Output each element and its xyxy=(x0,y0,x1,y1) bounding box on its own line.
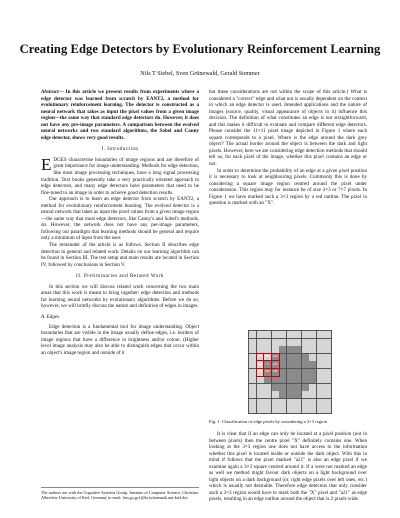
pixel-cell xyxy=(294,331,301,338)
pixel-cell xyxy=(294,406,301,413)
pixel-cell xyxy=(249,346,256,353)
pixel-cell xyxy=(324,376,331,383)
pixel-cell xyxy=(309,331,316,338)
intro-paragraph-1 xyxy=(41,154,199,196)
pixel-cell xyxy=(302,406,309,413)
abstract-body: — In this article we present results from experiments where a edge detector was learned from scratch by EANT2, a method for evolutionary reinforcement learning. The detector is constructed as a neural network that takes as input the pixel values from a given image region—the same way that standard edge detectors do. However, it does not have any pre-image parameters. A comparison between the evolved neural networks and two standard algorithms, the Sobel and Canny edge detector, shows very good results. xyxy=(41,89,199,141)
pixel-cell xyxy=(279,391,286,398)
pixel-cell xyxy=(257,369,264,376)
right-paragraph-2: In order to determine the probability of an edge at a given pixel position it is necessary to look at neighbouring pixels. Commonly this is done by considering a square image region centred around the pixel under consideration. This region may for instance be of size 3×3 or 7×7 pixels. In Figure 1 we have marked such a 3×3 region by a red outline. The pixel in question is marked with an "X". xyxy=(209,167,367,207)
pixel-cell xyxy=(309,369,316,376)
right-column xyxy=(209,89,367,207)
pixel-cell xyxy=(264,354,271,361)
pixel-cell xyxy=(264,361,271,368)
pixel-cell xyxy=(302,354,309,361)
pixel-cell xyxy=(294,391,301,398)
pixel-cell xyxy=(324,391,331,398)
pixel-cell xyxy=(317,399,324,406)
pixel-cell xyxy=(309,376,316,383)
pixel-cell xyxy=(324,369,331,376)
pixel-cell xyxy=(249,391,256,398)
pixel-cell xyxy=(317,369,324,376)
pixel-cell xyxy=(294,376,301,383)
pixel-cell xyxy=(302,384,309,391)
pixel-cell xyxy=(309,384,316,391)
pixel-cell xyxy=(279,331,286,338)
intro-paragraph-3: The remainder of the article is as follows. Section II describes edge detection in general and related work. Details on our learning algorithm can be found in Section III. The test setup and main results are located in Section IV, followed by conclusions in Section V. xyxy=(41,242,199,268)
pixel-cell xyxy=(287,384,294,391)
pixel-cell xyxy=(249,399,256,406)
drop-cap: E xyxy=(41,154,52,174)
pixel-cell xyxy=(264,331,271,338)
pixel-cell xyxy=(294,339,301,346)
pixel-cell xyxy=(287,399,294,406)
pixel-cell xyxy=(279,406,286,413)
pixel-cell xyxy=(257,399,264,406)
pixel-cell xyxy=(264,399,271,406)
pixel-cell xyxy=(294,369,301,376)
pixel-cell xyxy=(309,339,316,346)
pixel-cell xyxy=(287,369,294,376)
pixel-cell xyxy=(287,361,294,368)
pixel-label: a13 xyxy=(272,355,278,359)
pixel-cell xyxy=(302,399,309,406)
pixel-cell xyxy=(249,406,256,413)
pixel-cell xyxy=(287,346,294,353)
pixel-cell xyxy=(264,346,271,353)
pixel-cell xyxy=(264,369,271,376)
pixel-cell xyxy=(279,369,286,376)
pixel-cell xyxy=(317,376,324,383)
figure-caption: Fig. 1. Classification of edge pixels by considering a 3×3 region xyxy=(209,419,327,424)
paper-authors: Nils T Siebel, Sven Grünewald, Gerald Sommer xyxy=(140,70,260,77)
pixel-cell xyxy=(302,391,309,398)
pixel-cell xyxy=(264,391,271,398)
pixel-cell xyxy=(264,339,271,346)
pixel-cell xyxy=(302,339,309,346)
right-paragraph-1: but these considerations are not within the scope of this article.) What is considered a "correct" edge and what not is usually dependent on the context in which an edge detector is used. Intended applications and the nature of images (source, quality, visual appearance of objects in it) influence this decision. The definition of what constitutes an edge is not straightforward, and this makes it difficult to evaluate and compare different edge detectors. Please consider the 11×11 pixel image depicted in Figure 1 where each square corresponds to a pixel. Where is the edge around the dark grey object? The actual border around the object is between the dark and light pixels. However, here we are considering edge detection methods that should tell us, for each pixel of the image, whether this pixel contains an edge or not. xyxy=(209,89,367,168)
pixel-cell xyxy=(324,384,331,391)
pixel-cell xyxy=(317,384,324,391)
pixel-cell xyxy=(294,399,301,406)
pixel-cell xyxy=(324,399,331,406)
pixel-cell xyxy=(272,354,279,361)
pixel-label: X xyxy=(266,362,269,366)
pixel-cell xyxy=(294,384,301,391)
pixel-cell xyxy=(324,339,331,346)
pixel-label: a33 xyxy=(272,370,278,374)
pixel-cell xyxy=(309,354,316,361)
pixel-cell xyxy=(294,346,301,353)
pixel-cell xyxy=(279,361,286,368)
pixel-cell xyxy=(257,391,264,398)
pixel-cell xyxy=(324,406,331,413)
pixel-cell xyxy=(249,384,256,391)
pixel-cell xyxy=(317,391,324,398)
pixel-cell xyxy=(309,391,316,398)
pixel-cell xyxy=(309,361,316,368)
pixel-cell xyxy=(294,354,301,361)
pixel-cell xyxy=(279,346,286,353)
pixel-cell xyxy=(272,406,279,413)
pixel-cell xyxy=(257,361,264,368)
pixel-cell xyxy=(272,391,279,398)
pixel-cell xyxy=(279,399,286,406)
pixel-label: a31 xyxy=(257,370,263,374)
pixel-cell xyxy=(279,376,286,383)
pixel-cell xyxy=(309,346,316,353)
pixel-cell xyxy=(272,399,279,406)
pixel-cell xyxy=(317,361,324,368)
pixel-cell xyxy=(324,361,331,368)
intro-paragraph-1-text: DGES characterise boundaries of image regions and are therefore of great importance for image understanding. Methods for edge detection, like most image processing techniques, have a long signal processing tradition. Text books generally take a very practically oriented approach to edge detectors, and many edge detectors have parameters that need to be fine-tuned to an image in order to achieve good detection results. xyxy=(41,156,199,196)
pixel-cell xyxy=(272,384,279,391)
abstract-lead: Abstract xyxy=(41,89,59,95)
pixel-cell xyxy=(272,361,279,368)
pixel-cell xyxy=(287,391,294,398)
pixel-cell xyxy=(287,406,294,413)
pixel-cell xyxy=(272,376,279,383)
pixel-cell xyxy=(249,339,256,346)
pixel-cell xyxy=(317,331,324,338)
pixel-grid xyxy=(248,330,332,414)
pixel-cell xyxy=(257,346,264,353)
abstract xyxy=(41,89,199,141)
pixel-cell xyxy=(272,331,279,338)
pixel-cell xyxy=(249,376,256,383)
pixel-cell xyxy=(257,331,264,338)
pixel-label: a32 xyxy=(265,370,270,374)
left-column xyxy=(41,89,199,356)
pixel-cell xyxy=(287,354,294,361)
pixel-cell xyxy=(309,399,316,406)
pixel-cell xyxy=(317,354,324,361)
pixel-cell xyxy=(257,376,264,383)
edges-paragraph-1: Edge detection is a fundamental tool for image understanding. Object boundaries that are visible in the image usually define edges, i.e. borders of image regions that have a difference in brightness and/or colour. (Higher level image analysis may also be able to distinguish edges that occur within an object's image region and outside of it xyxy=(41,323,199,356)
pixel-cell xyxy=(257,384,264,391)
pixel-label: a12 xyxy=(265,355,270,359)
pixel-cell xyxy=(272,346,279,353)
pixel-cell xyxy=(287,339,294,346)
pixel-cell xyxy=(249,331,256,338)
pixel-label: a11 xyxy=(257,355,263,359)
section-heading-related-work: II. Preliminaries and Related Work xyxy=(76,273,164,280)
pixel-cell xyxy=(309,406,316,413)
pixel-cell xyxy=(302,376,309,383)
intro-paragraph-2: Our approach is to learn an edge detector from scratch by EANT2, a method for evolutionary reinforcement learning. The evolved detector is a neural network that takes as input the pixel values from a given image region—the same way that most edge detectors, like Canny's and Sobel's methods, do. However, the network does not have any per-image parameters, following our paradigm that learning methods should be general and require only a minimum of input from the user. xyxy=(41,196,199,242)
section-heading-introduction: I. Introduction xyxy=(101,146,139,153)
pixel-cell xyxy=(317,339,324,346)
pixel-cell xyxy=(257,354,264,361)
pixel-cell xyxy=(264,376,271,383)
pixel-cell xyxy=(264,406,271,413)
pixel-cell xyxy=(287,331,294,338)
right-paragraph-3: It is clear that if an edge can only be located at a pixel position (not in between pixels) then the centre pixel "X" definitely contains one. When looking at the 3×3 region one does not have access to the information whether this pixel is located inside or outside the dark object. With this in mind if follows that the pixel marked "a21" is also an edge pixel if we examine again a 3×3 square centred around it. If a were not marked an edge as well we method might favour dark objects on a light background over light objects on a dark background (or, right edge pixels over left ones, etc.) which is usually not desirable. Therefore edge detectors that only consider such a 3×3 region would have to mark both the "X" pixel and "a21" as edge pixels, resulting in an edge outline around the object that is 2 pixels wide. xyxy=(209,431,367,503)
pixel-cell xyxy=(324,346,331,353)
pixel-cell xyxy=(279,354,286,361)
pixel-cell xyxy=(324,354,331,361)
pixel-cell xyxy=(324,331,331,338)
pixel-cell xyxy=(264,384,271,391)
pixel-cell xyxy=(302,361,309,368)
pixel-cell xyxy=(302,331,309,338)
right-column-bottom xyxy=(209,431,367,503)
pixel-cell xyxy=(279,384,286,391)
pixel-cell xyxy=(257,406,264,413)
pixel-label: a21 xyxy=(257,362,263,366)
paper-title: Creating Edge Detectors by Evolutionary Reinforcement Learning xyxy=(19,42,381,56)
figure-1 xyxy=(248,330,330,412)
pixel-cell xyxy=(294,361,301,368)
pixel-cell xyxy=(302,346,309,353)
footnote: The authors are with the Cognitive Systems Group, Institute of Computer Science, Christian-Albrechts-University of Kiel, Germany (e-mail: {nts,gs,gs}@ks.informatik.uni-kiel.de). xyxy=(41,487,199,501)
pixel-cell xyxy=(257,339,264,346)
pixel-cell xyxy=(279,339,286,346)
related-paragraph-1: In this section we will discuss related work concerning the two main areas that this work is meant to bring together: edge detection and methods for learning neural networks by evolutionary algorithms. Before we do so, however, we will briefly discuss the nature and definition of edges in images. xyxy=(41,283,199,310)
pixel-cell xyxy=(317,406,324,413)
subsection-heading-edges: A. Edges xyxy=(41,313,60,320)
pixel-label: a23 xyxy=(272,362,278,366)
pixel-cell xyxy=(249,354,256,361)
pixel-cell xyxy=(302,369,309,376)
pixel-cell xyxy=(272,369,279,376)
pixel-cell xyxy=(249,361,256,368)
pixel-cell xyxy=(317,346,324,353)
pixel-cell xyxy=(272,339,279,346)
pixel-cell xyxy=(287,376,294,383)
pixel-cell xyxy=(249,369,256,376)
